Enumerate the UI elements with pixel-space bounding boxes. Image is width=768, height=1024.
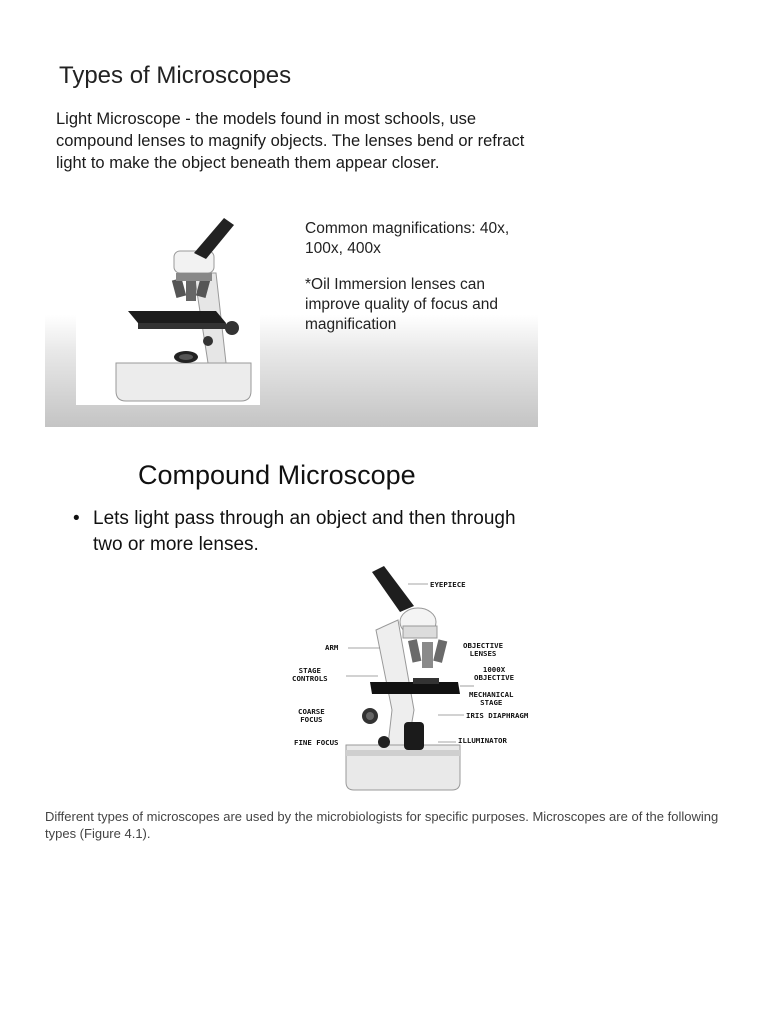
slide-title: Types of Microscopes <box>59 62 292 89</box>
light-microscope-image <box>76 213 260 405</box>
compound-microscope-diagram <box>288 560 538 792</box>
bullet-item <box>73 506 533 558</box>
bullet-icon: • <box>73 508 80 529</box>
label-fine-focus: FINE FOCUS <box>294 738 339 747</box>
label-illuminator: ILLUMINATOR <box>458 736 507 745</box>
label-arm: ARM <box>325 643 339 652</box>
label-objective-lenses: OBJECTIVE LENSES <box>463 641 504 658</box>
slide-types-of-microscopes <box>45 50 538 427</box>
magnification-notes <box>305 219 530 335</box>
microscope-illustration <box>76 213 260 405</box>
light-microscope-description: Light Microscope - the models found in most schools, use compound lenses to magnify objects. The lenses bend or refract light to make the object beneath them appear closer. <box>56 110 525 172</box>
label-stage-controls: STAGE CONTROLS <box>292 666 328 683</box>
figure-description-paragraph: Different types of microscopes are used by the microbiologists for specific purposes. Microscopes are of the following types (Figure 4.1). <box>45 809 719 841</box>
label-mechanical-stage: MECHANICAL STAGE <box>469 690 514 707</box>
compound-microscope-title: Compound Microscope <box>138 460 416 490</box>
label-coarse-focus: COARSE FOCUS <box>298 707 325 724</box>
label-eyepiece: EYEPIECE <box>430 580 466 589</box>
common-magnifications: Common magnifications: 40x, 100x, 400x <box>305 220 510 257</box>
oil-immersion-note: *Oil Immersion lenses can improve quality of focus and magnification <box>305 276 498 333</box>
bullet-text: Lets light pass through an object and then through two or more lenses. <box>93 508 516 555</box>
label-1000x-objective: 1000X OBJECTIVE <box>474 665 515 682</box>
label-iris-diaphragm: IRIS DIAPHRAGM <box>466 711 529 720</box>
